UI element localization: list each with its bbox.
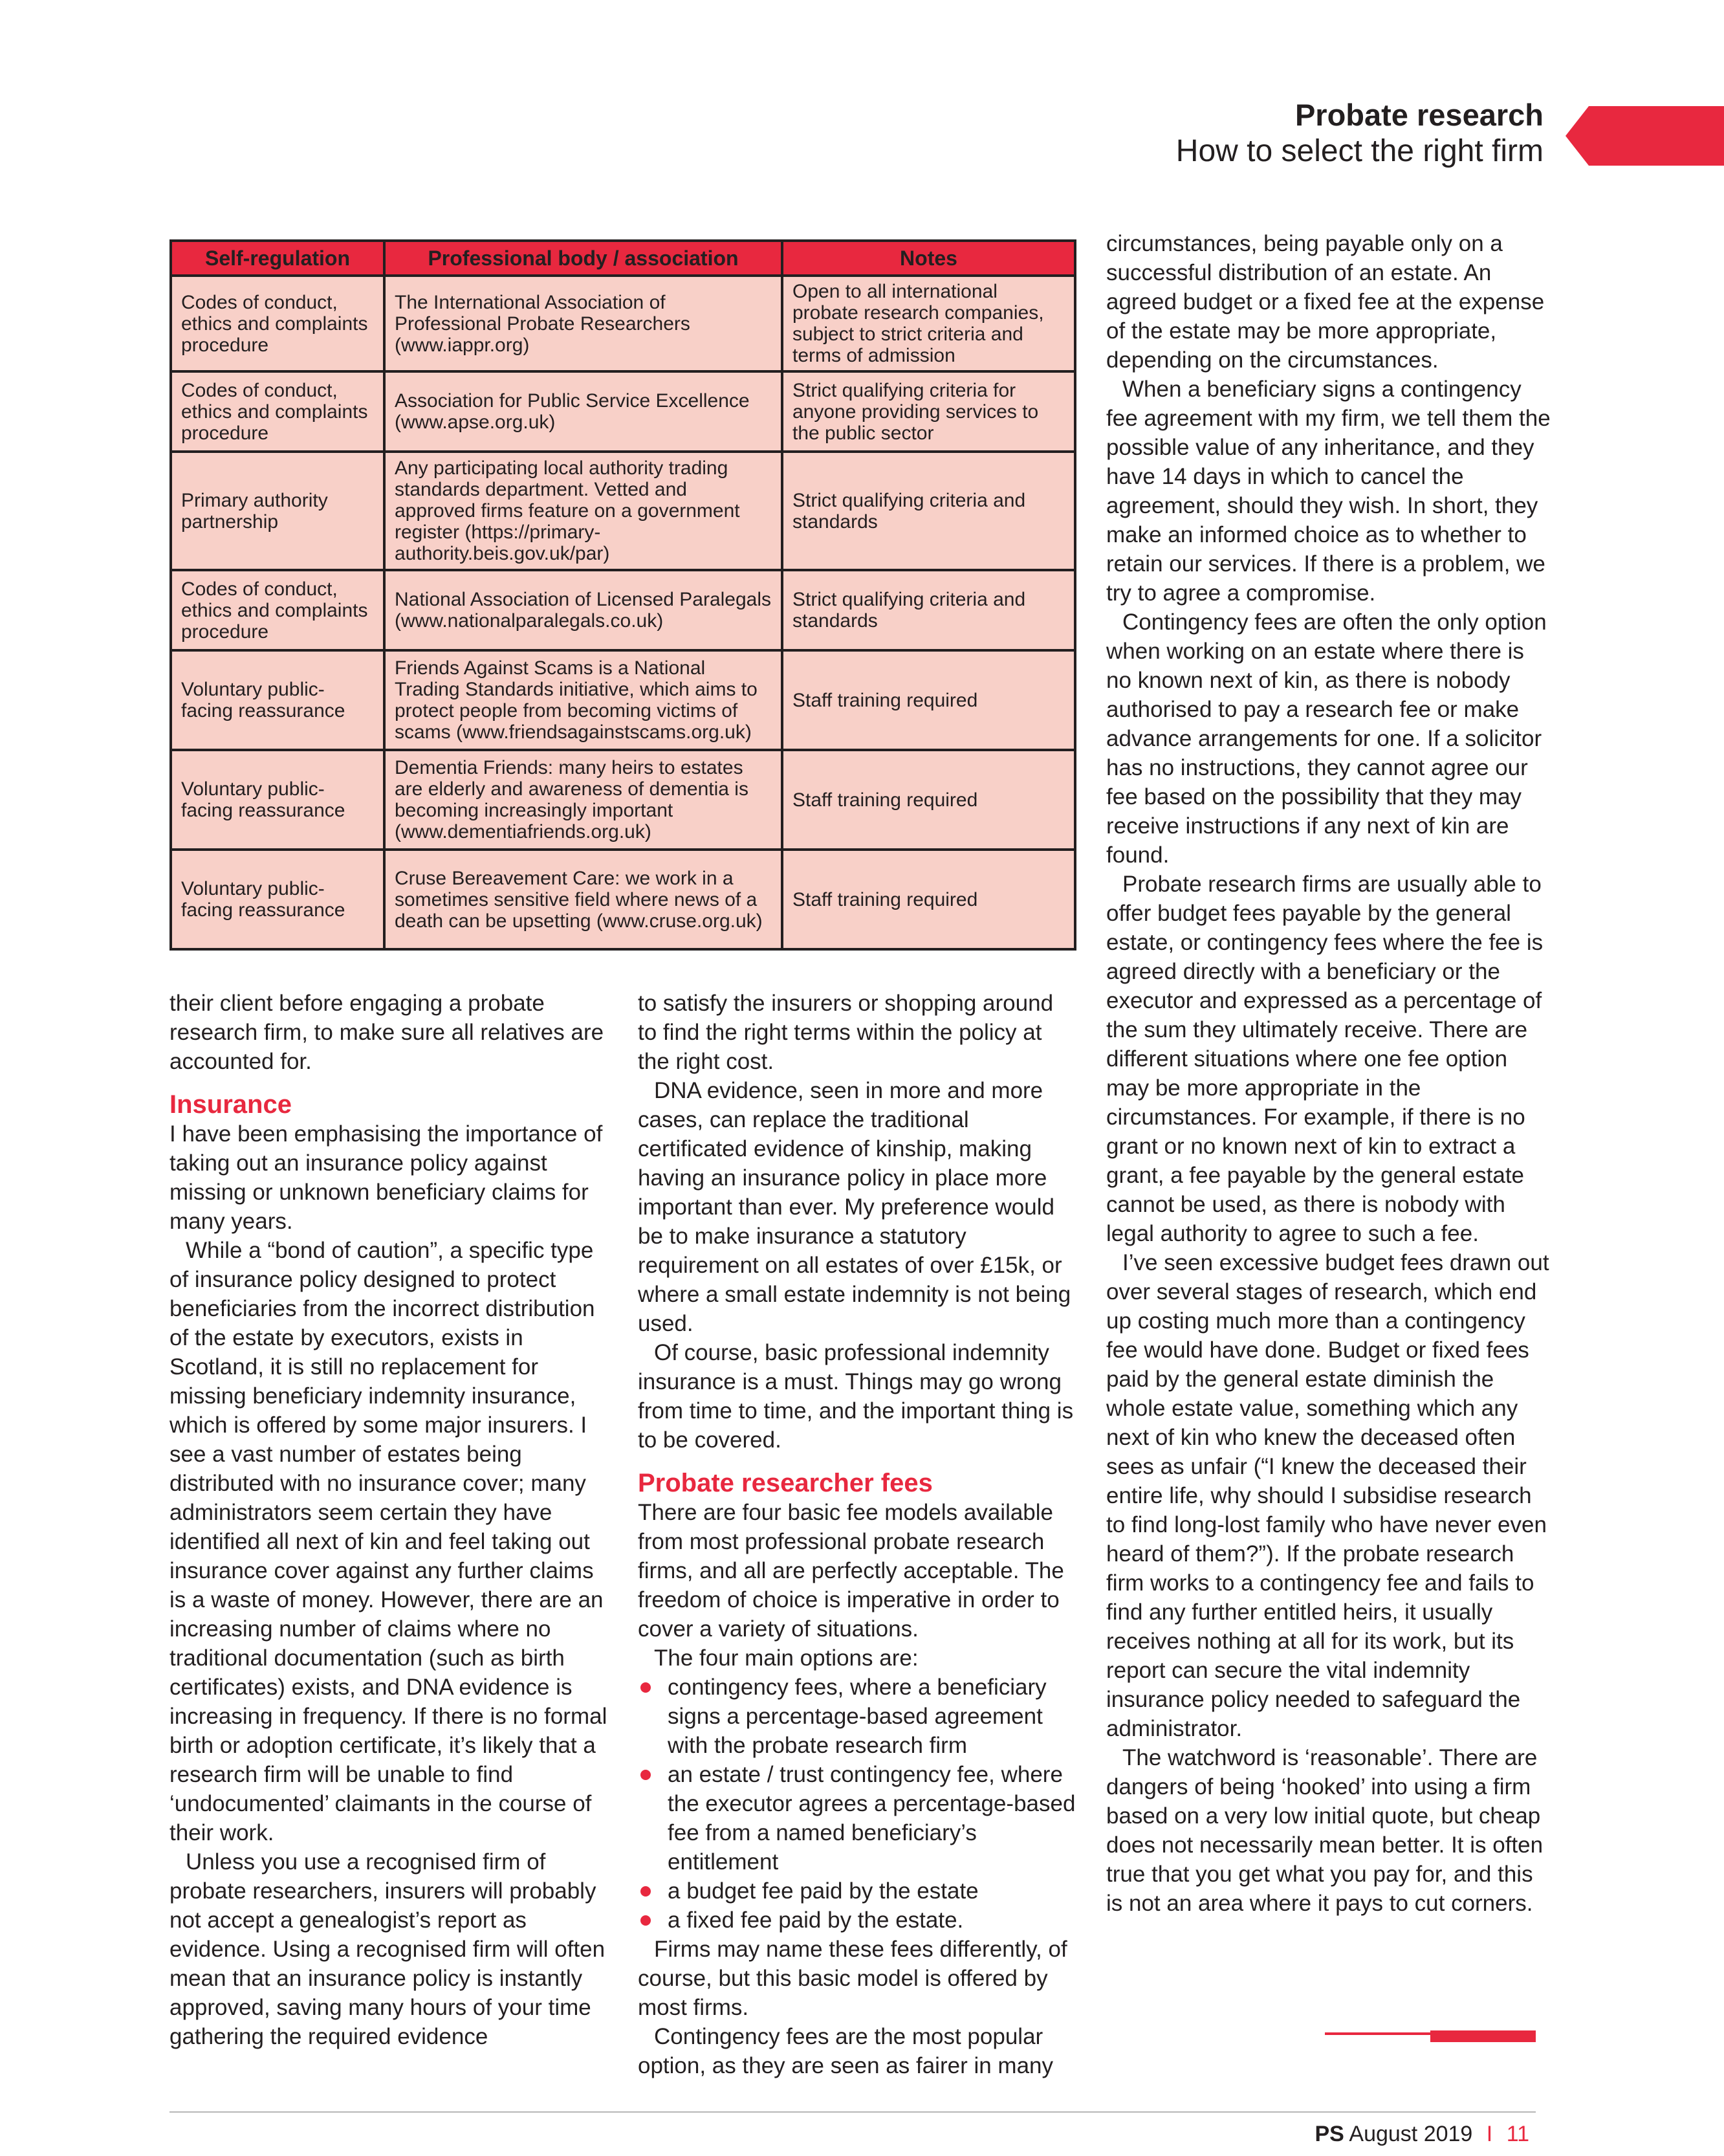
table-row — [171, 452, 1075, 570]
paragraph: The four main options are: — [654, 1645, 919, 1671]
table-cell: Friends Against Scams is a National Trading Standards initiative, which aims to protect people from becoming victims of scams (www.friendsagainstscams.org.uk) — [384, 650, 782, 750]
bullet-icon — [640, 1915, 651, 1926]
paragraph: their client before engaging a probate research firm, to make sure all relatives are accounted for. — [169, 991, 604, 1074]
list-item — [638, 1906, 1078, 1935]
table-row — [171, 650, 1075, 750]
magazine-name: PS — [1315, 2122, 1344, 2146]
table-cell: Strict qualifying criteria and standards — [782, 570, 1075, 650]
table-cell: Strict qualifying criteria and standards — [782, 452, 1075, 570]
article-subtitle: How to select the right firm — [1175, 134, 1544, 168]
table-cell: Staff training required — [782, 650, 1075, 750]
table-cell: Strict qualifying criteria for anyone providing services to the public sector — [782, 371, 1075, 452]
paragraph: There are four basic fee models available from most professional probate research firms, and all are perfectly acceptable. The freedom of choice is imperative in order to cover a variety of situations. — [638, 1500, 1064, 1642]
table-row — [171, 371, 1075, 452]
table-cell: Dementia Friends: many heirs to estates are elderly and awareness of dementia is becoming increasingly important (www.dementiafriends.org.uk) — [384, 750, 782, 850]
table-cell: The International Association of Professional Probate Researchers (www.iappr.org) — [384, 276, 782, 371]
table-cell: Cruse Bereavement Care: we work in a sometimes sensitive field where news of a death can be upsetting (www.cruse.org.uk) — [384, 850, 782, 949]
table-row — [171, 570, 1075, 650]
column-header: Professional body / association — [384, 241, 782, 276]
paragraph: Unless you use a recognised firm of probate researchers, insurers will probably not accept a genealogist’s report as evidence. Using a recognised firm will often mean that an insurance policy is instantly approved, saving many hours of your time gathering the required evidence — [169, 1849, 606, 2049]
list-item-text: a budget fee paid by the estate — [668, 1878, 979, 1904]
paragraph: Contingency fees are often the only option when working on an estate where there is no known next of kin, as there is nobody authorised to pay a research fee or make advance arrangements for one. If a solicitor has no instructions, they cannot agree our fee based on the possibility that they may receive instructions if any next of kin are found. — [1106, 610, 1547, 868]
table-header-row — [171, 241, 1075, 276]
table-cell: Association for Public Service Excellence (www.apse.org.uk) — [384, 371, 782, 452]
paragraph: Contingency fees are the most popular option, as they are seen as fairer in many — [638, 2024, 1054, 2078]
page-footer — [1315, 2122, 1529, 2147]
list-item-text: an estate / trust contingency fee, where the executor agrees a percentage-based fee from a named beneficiary’s entitlement — [668, 1762, 1076, 1875]
paragraph: circumstances, being payable only on a successful distribution of an estate. An agreed budget or a fixed fee at the expense of the estate may be more appropriate, depending on the circumstances. — [1106, 231, 1545, 373]
bullet-icon — [640, 1770, 651, 1780]
table-cell: Voluntary public-facing reassurance — [171, 650, 384, 750]
issue-date: August 2019 — [1349, 2122, 1473, 2146]
paragraph: Firms may name these fees differently, of course, but this basic model is offered by most firms. — [638, 1937, 1067, 2020]
paragraph: While a “bond of caution”, a specific type of insurance policy designed to protect beneficiaries from the incorrect distribution of the estate by executors, exists in Scotland, it is still no replacement for missing beneficiary indemnity insurance, which is offered by some major insurers. I see a vast number of estates being distributed with no insurance cover; many administrators seem certain they have identified all next of kin and feel taking out insurance cover against any further claims is a waste of money. However, there are an increasing number of claims where no traditional documentation (such as birth certificates) exists, and DNA evidence is increasing in frequency. If there is no formal birth or adoption certificate, it’s likely that a research firm will be unable to find ‘undocumented’ claimants in the course of their work. — [169, 1238, 607, 1845]
regulation-table — [169, 239, 1076, 951]
bullet-icon — [640, 1682, 651, 1693]
table-cell: Voluntary public-facing reassurance — [171, 750, 384, 850]
table-cell: Staff training required — [782, 850, 1075, 949]
page-number: 11 — [1506, 2122, 1529, 2146]
table-row — [171, 850, 1075, 949]
list-item-text: contingency fees, where a beneficiary signs a percentage-based agreement with the probate research firm — [668, 1675, 1047, 1758]
column-header: Notes — [782, 241, 1075, 276]
subheading-insurance: Insurance — [169, 1090, 292, 1119]
table-cell: Codes of conduct, ethics and complaints procedure — [171, 276, 384, 371]
fee-options-list — [638, 1673, 1078, 1935]
table-cell: Staff training required — [782, 750, 1075, 850]
list-item — [638, 1876, 1078, 1906]
table-cell: Voluntary public-facing reassurance — [171, 850, 384, 949]
list-item-text: a fixed fee paid by the estate. — [668, 1908, 964, 1933]
footer-separator: I — [1486, 2122, 1493, 2146]
table-cell: Codes of conduct, ethics and complaints procedure — [171, 371, 384, 452]
paragraph: When a beneficiary signs a contingency fee agreement with my firm, we tell them the possible value of any inheritance, and they have 14 days in which to cancel the agreement, should they wish. In short, they make an informed choice as to whether to retain our services. If there is a problem, we try to agree a compromise. — [1106, 377, 1551, 606]
paragraph: DNA evidence, seen in more and more cases, can replace the traditional certificated evidence of kinship, making having an insurance policy in place more important than ever. My preference would be to make insurance a statutory requirement on all estates of over £15k, or where a small estate indemnity is not being used. — [638, 1078, 1071, 1336]
paragraph: I’ve seen excessive budget fees drawn out over several stages of research, which end up costing much more than a contingency fee would have done. Budget or fixed fees paid by the general estate diminish the whole estate value, something which any next of kin who knew the deceased often sees as unfair (“I knew the deceased their entire life, why should I subsidise research to find long-lost family who have never even heard of them?”). If the probate research firm works to a contingency fee and fails to find any further entitled heirs, it usually receives nothing at all for its work, but its report can secure the vital indemnity insurance policy needed to safeguard the administrator. — [1106, 1250, 1549, 1741]
article-column-3 — [1106, 229, 1553, 1918]
paragraph: Of course, basic professional indemnity insurance is a must. Things may go wrong from time to time, and the important thing is to be covered. — [638, 1340, 1074, 1453]
article-end-marker — [1430, 2030, 1536, 2042]
article-column-2 — [638, 989, 1078, 2080]
table-cell: Primary authority partnership — [171, 452, 384, 570]
paragraph: The watchword is ‘reasonable’. There are dangers of being ‘hooked’ into using a firm based on a very low initial quote, but cheap does not necessarily mean better. It is often true that you get what you pay for, and this is not an area where it pays to cut corners. — [1106, 1745, 1544, 1916]
table-cell: Codes of conduct, ethics and complaints procedure — [171, 570, 384, 650]
table-cell: Any participating local authority trading standards department. Vetted and approved firms feature on a government register (https://primary-authority.beis.gov.uk/par) — [384, 452, 782, 570]
paragraph: I have been emphasising the importance of taking out an insurance policy against missing or unknown beneficiary claims for many years. — [169, 1121, 603, 1234]
article-end-rule — [1325, 2032, 1430, 2035]
paragraph: Probate research firms are usually able to offer budget fees payable by the general estate, or contingency fees where the fee is agreed directly with a beneficiary or the executor and expressed as a percentage of the sum they ultimately receive. There are different situations where one fee option may be more appropriate in the circumstances. For example, if there is no grant or no known next of kin to extract a grant, a fee payable by the general estate cannot be used, as there is nobody with legal authority to agree to such a fee. — [1106, 872, 1544, 1246]
table-row — [171, 276, 1075, 371]
bullet-icon — [640, 1886, 651, 1897]
list-item — [638, 1673, 1078, 1760]
article-column-1 — [169, 989, 609, 2051]
list-item — [638, 1760, 1078, 1876]
column-header: Self-regulation — [171, 241, 384, 276]
section-tab-marker — [1566, 106, 1724, 166]
table-row — [171, 750, 1075, 850]
subheading-fees: Probate researcher fees — [638, 1469, 933, 1497]
section-title: Probate research — [1294, 98, 1544, 132]
table-cell: Open to all international probate research companies, subject to strict criteria and terms of admission — [782, 276, 1075, 371]
footer-divider — [169, 2111, 1536, 2113]
table-cell: National Association of Licensed Paralegals (www.nationalparalegals.co.uk) — [384, 570, 782, 650]
paragraph: to satisfy the insurers or shopping around to find the right terms within the policy at the right cost. — [638, 991, 1054, 1074]
